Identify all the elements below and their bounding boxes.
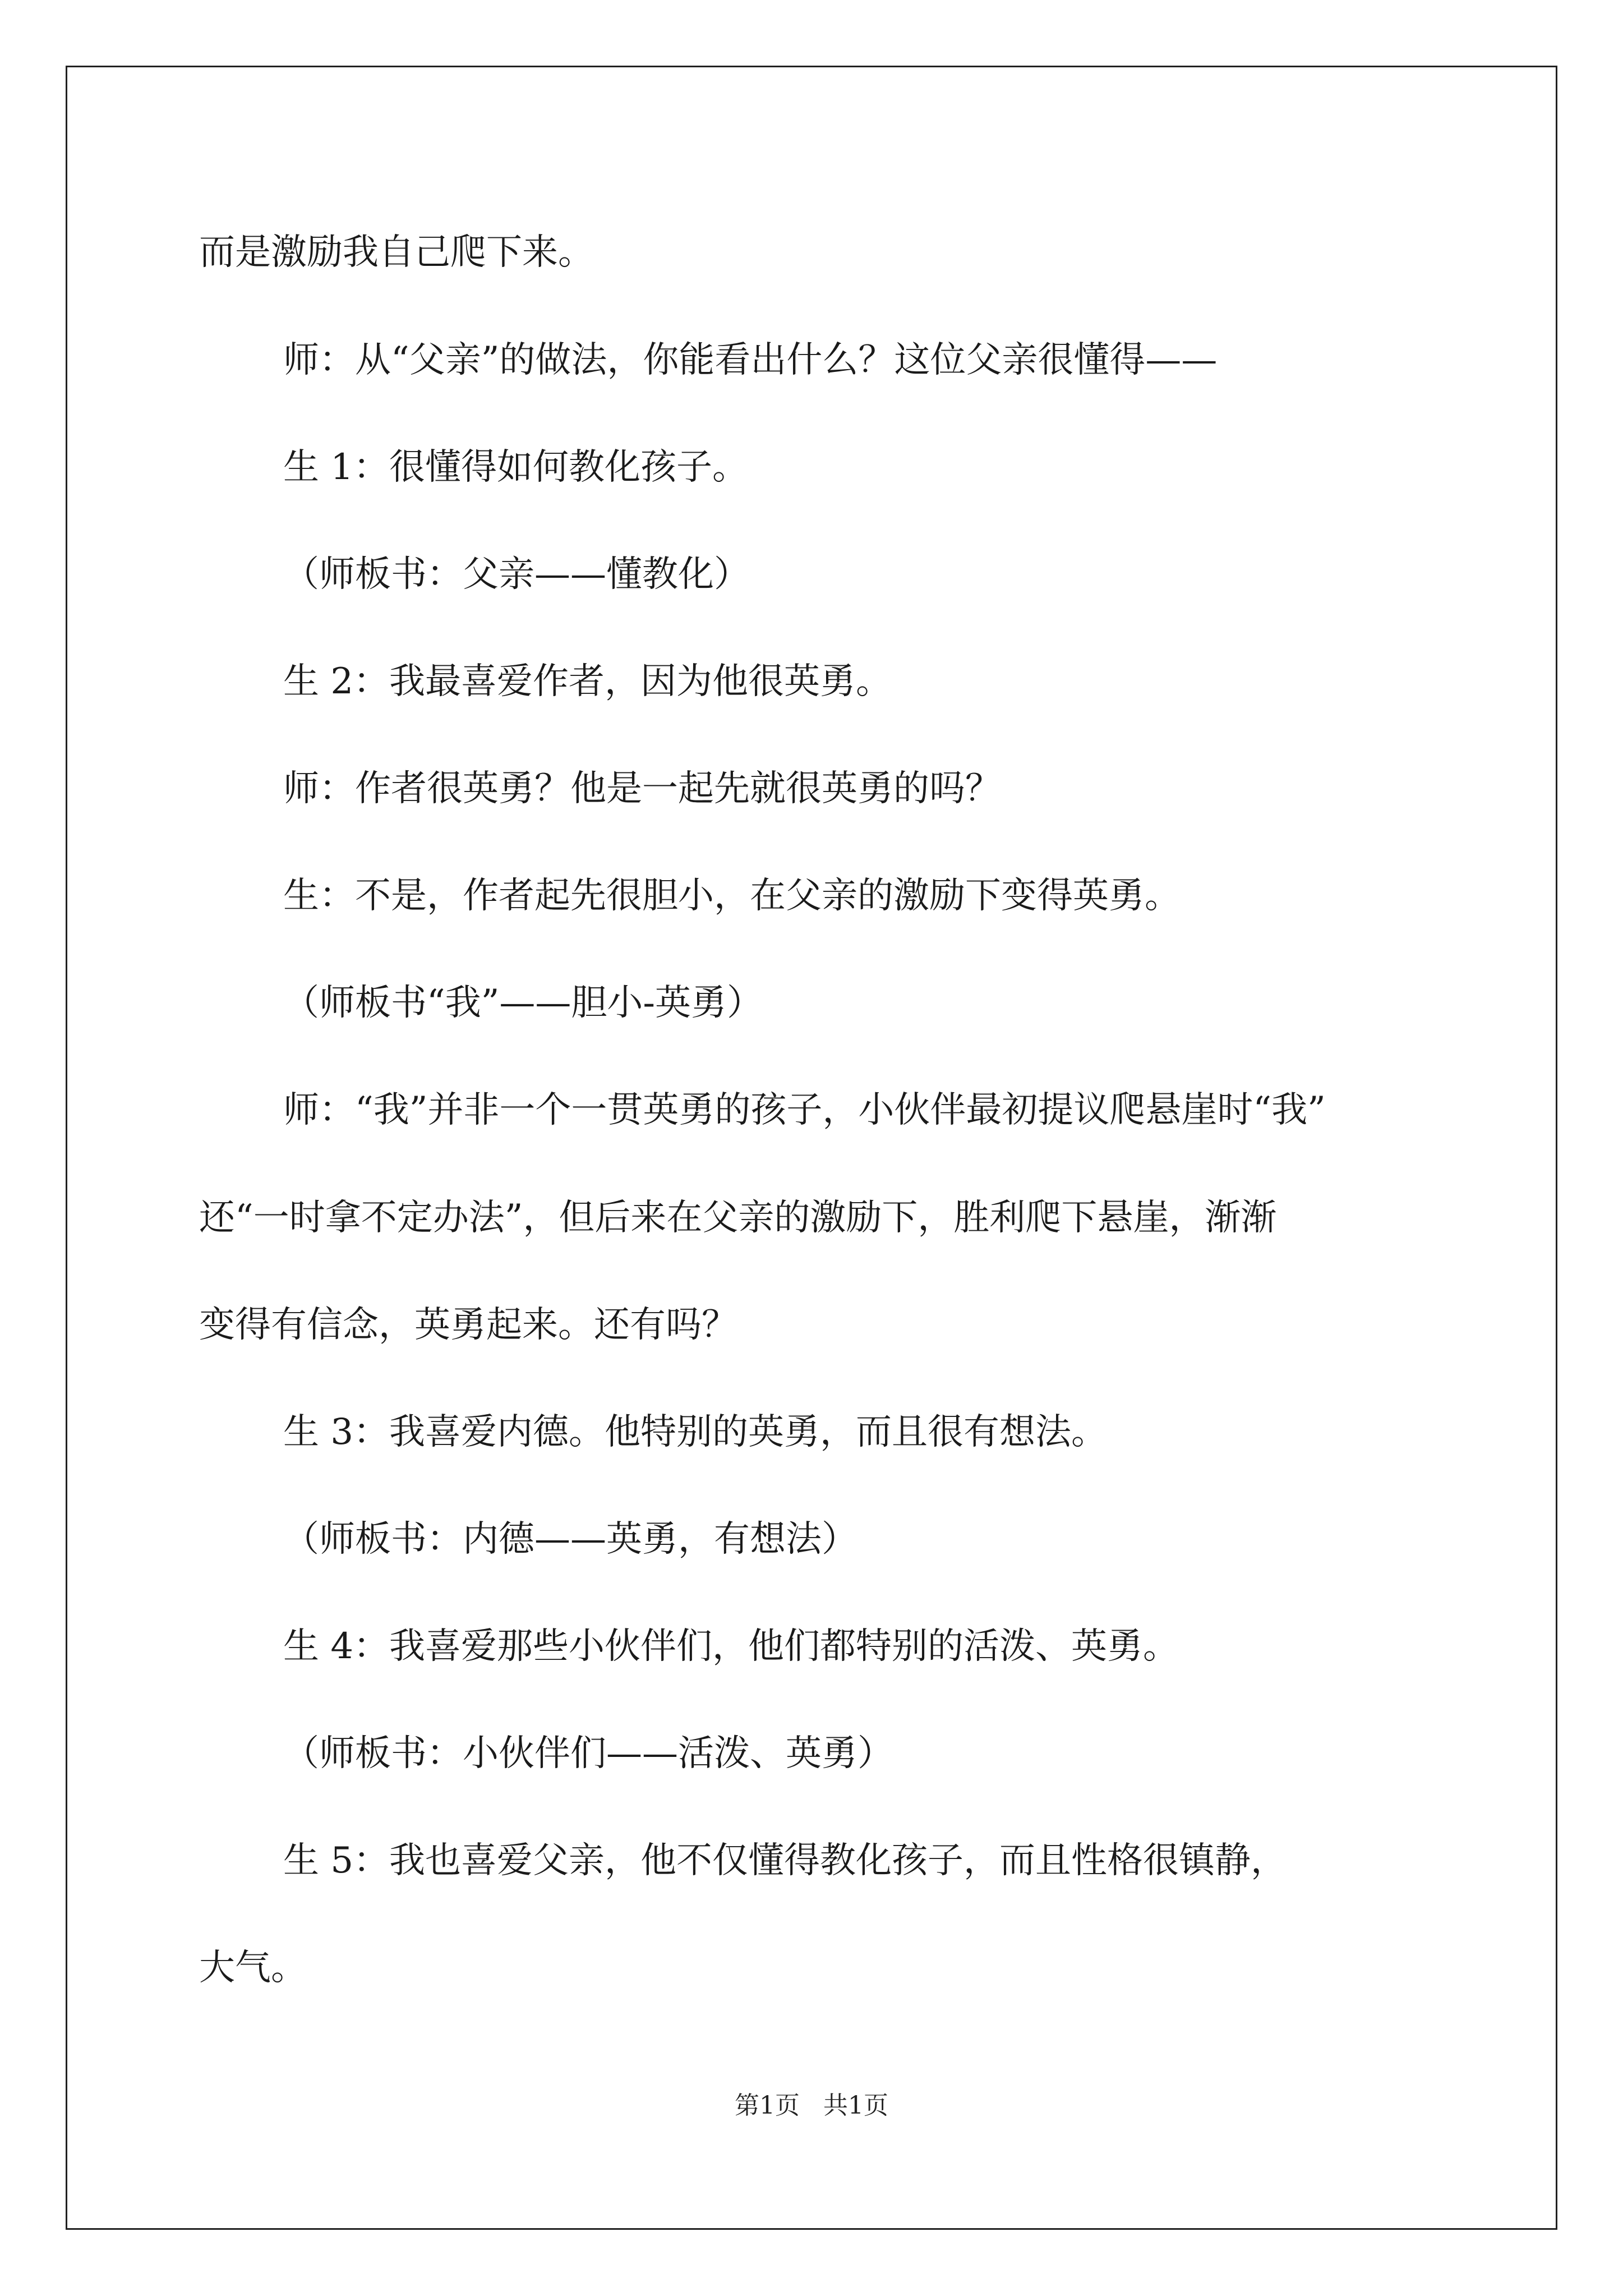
text-line: （师板书：父亲——懂教化） [283, 554, 750, 595]
text-line: 生 5：我也喜爱父亲，他不仅懂得教化孩子，而且性格很镇静， [283, 1840, 1287, 1881]
text-line: 还“一时拿不定办法”，但后来在父亲的激励下，胜利爬下悬崖，渐渐 [199, 1197, 1277, 1239]
text-line: 变得有信念，英勇起来。还有吗？ [199, 1304, 737, 1346]
text-line: 大气。 [199, 1947, 307, 1989]
text-line: 生：不是，作者起先很胆小，在父亲的激励下变得英勇。 [283, 875, 1181, 917]
text-line: 生 2：我最喜爱作者，因为他很英勇。 [283, 661, 892, 702]
text-line: 师：作者很英勇？他是一起先就很英勇的吗？ [283, 768, 1001, 809]
text-line: （师板书“我”——胆小-英勇） [283, 982, 763, 1024]
page-number: 第1页 [735, 2091, 800, 2120]
page-border [66, 66, 1557, 2230]
page-total: 共1页 [823, 2091, 888, 2120]
text-line: 生 1：很懂得如何教化孩子。 [283, 447, 749, 488]
text-line: 生 4：我喜爱那些小伙伴们，他们都特别的活泼、英勇。 [283, 1626, 1179, 1667]
text-line: 师：从“父亲”的做法，你能看出什么？这位父亲很懂得—— [283, 339, 1218, 381]
page-footer [0, 2090, 1623, 2122]
text-line: 生 3：我喜爱内德。他特别的英勇，而且很有想法。 [283, 1411, 1108, 1453]
text-line: 师：“我”并非一个一贯英勇的孩子，小伙伴最初提议爬悬崖时“我” [283, 1089, 1326, 1131]
text-line: （师板书：内德——英勇，有想法） [283, 1519, 857, 1560]
text-line: （师板书：小伙伴们——活泼、英勇） [283, 1733, 893, 1774]
text-line: 而是激励我自己爬下来。 [199, 232, 594, 273]
